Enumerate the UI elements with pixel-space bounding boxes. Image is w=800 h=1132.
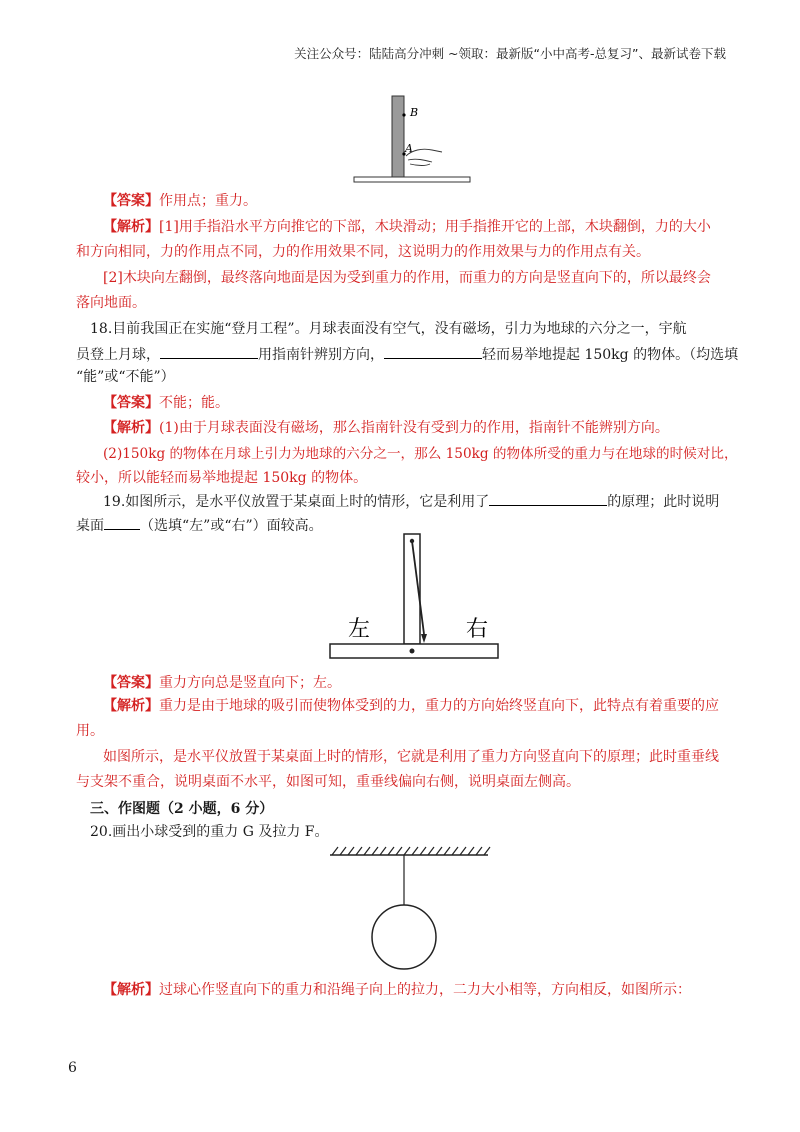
q18-analysis-line3: 较小，所以能轻而易举地提起 150kg 的物体。 (76, 470, 368, 486)
point-a-label: A (405, 142, 413, 155)
level-instrument-figure (320, 528, 510, 664)
q19-analysis-line4: 与支架不重合，说明桌面不水平，如图可知，重垂线偏向右侧，说明桌面左侧高。 (76, 774, 580, 790)
right-label: 右 (466, 617, 489, 642)
q18-line1: 18.目前我国正在实施“登月工程”。月球表面没有空气，没有磁场，引力为地球的六分之一，宇航 (90, 321, 687, 337)
point-b-label: B (410, 106, 419, 119)
page-header: 关注公众号：陆陆高分冲刺 ~领取：最新版“小中高考-总复习”、最新试卷下载 (294, 46, 726, 61)
answer-blank-3 (489, 491, 607, 506)
q20-line1: 20.画出小球受到的重力 G 及拉力 F。 (90, 824, 329, 840)
analysis-tag: 【解析】 (103, 219, 159, 235)
q18-line2: 员登上月球， 用指南针辨别方向， 轻而易举地提起 150kg 的物体。（均选填 (76, 344, 738, 365)
q18-line3: “能”或“不能”） (76, 369, 175, 385)
q17-analysis-line3: [2]木块向左翻倒，最终落向地面是因为受到重力的作用，而重力的方向是竖直向下的，所以最终会 (103, 270, 711, 286)
answer-tag: 【答案】 (103, 193, 159, 209)
q17-answer: 【答案】作用点；重力。 (103, 193, 257, 209)
hand-icon (406, 149, 442, 165)
q18-answer: 【答案】不能；能。 (103, 395, 229, 411)
q19-line2: 桌面 （选填“左”或“右”）面较高。 (76, 515, 323, 536)
q20-analysis: 【解析】过球心作竖直向下的重力和沿绳子向上的拉力，二力大小相等，方向相反，如图所示： (103, 982, 691, 998)
section-title: 三、作图题（2 小题，6 分） (90, 801, 274, 817)
block-push-figure (352, 92, 472, 186)
q19-line1: 19.如图所示，是水平仪放置于某桌面上时的情形，它是利用了 的原理；此时说明 (103, 491, 719, 512)
q17-analysis-line2: 和方向相同，力的作用点不同，力的作用效果不同，这说明力的作用效果与力的作用点有关。 (76, 244, 650, 260)
hanging-ball-figure (326, 843, 492, 973)
q17-analysis-line4: 落向地面。 (76, 295, 146, 311)
q19-analysis-line3: 如图所示，是水平仪放置于某桌面上时的情形，它就是利用了重力方向竖直向下的原理；此时重垂线 (103, 749, 719, 765)
q17-analysis-line1: 【解析】[1]用手指沿水平方向推它的下部，木块滑动；用手指推开它的上部，木块翻倒，力的大小 (103, 219, 711, 235)
q19-answer: 【答案】重力方向总是竖直向下；左。 (103, 675, 341, 691)
left-label: 左 (348, 617, 371, 642)
answer-blank-1 (160, 344, 258, 359)
page-number: 6 (68, 1060, 77, 1076)
q19-analysis-line2: 用。 (76, 723, 104, 739)
q19-analysis-line1: 【解析】重力是由于地球的吸引而使物体受到的力，重力的方向始终竖直向下，此特点有着重要的应 (103, 698, 719, 714)
q18-analysis-line2: (2)150kg 的物体在月球上引力为地球的六分之一，那么 150kg 的物体所受的重力与在地球的时候对比， (103, 446, 738, 462)
q18-analysis-line1: 【解析】(1)由于月球表面没有磁场，那么指南针没有受到力的作用，指南针不能辨别方向。 (103, 420, 669, 436)
answer-blank-2 (384, 344, 482, 359)
answer-blank-4 (104, 515, 140, 530)
